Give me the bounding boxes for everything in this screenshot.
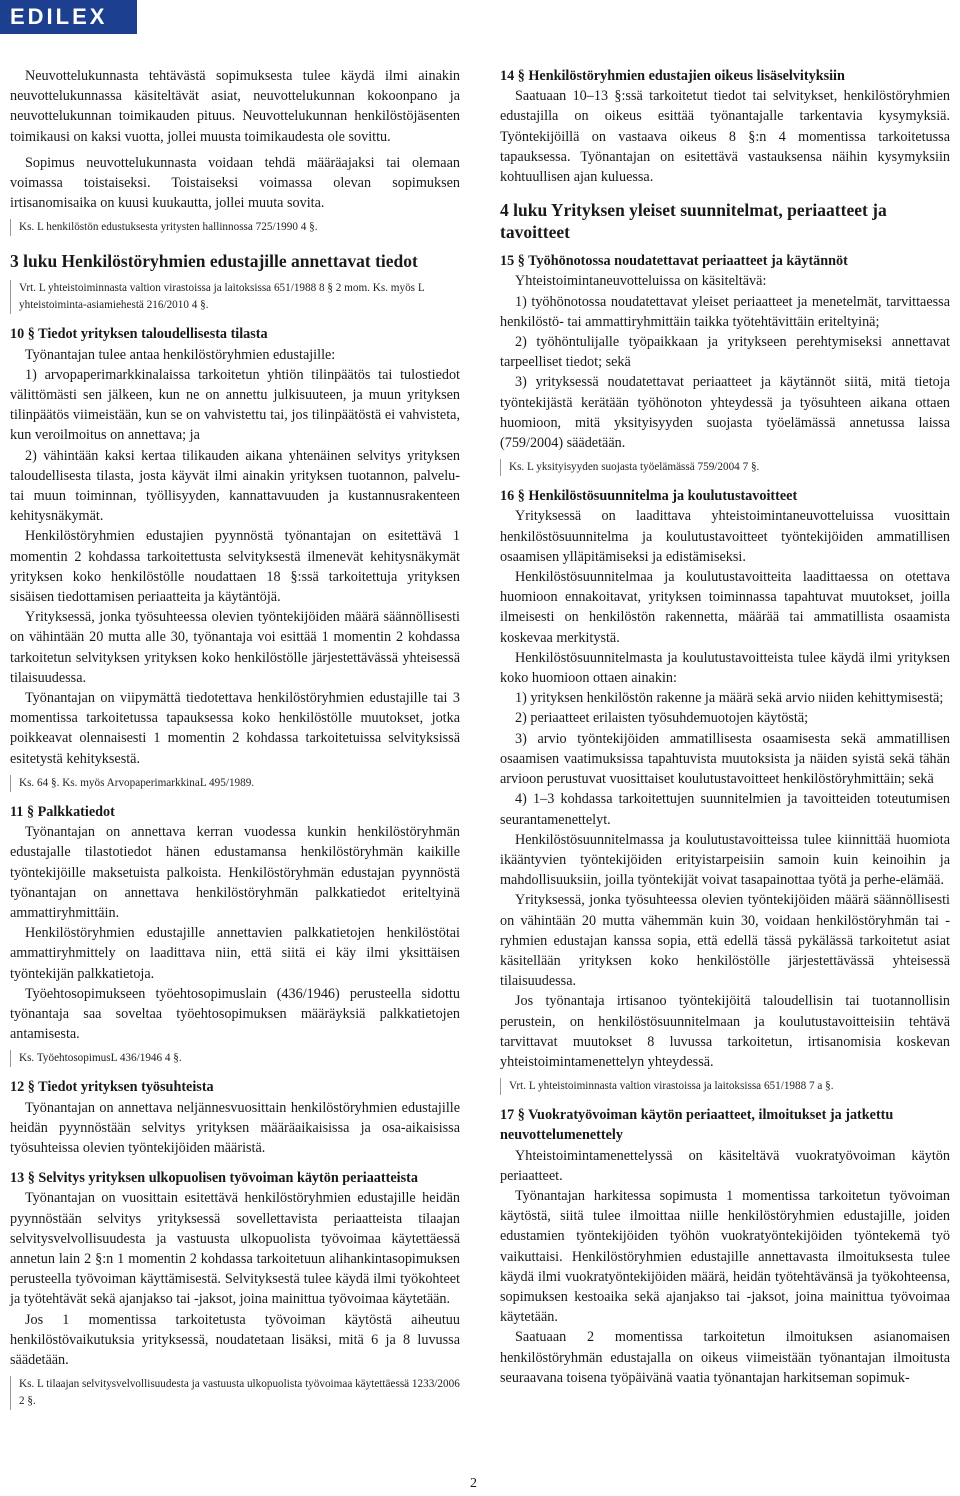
list-item: 2) vähintään kaksi kertaa tilikauden aikana yhtenäinen selvitys yrityksen taloudellisesta tilasta, josta käyvät ilmi ainakin yrityksen tuotannon, palvelu- tai muun toiminnan, työllisyyden, kannattavuuden ja kustannusrakenteen kehitysnäkymät.	[10, 447, 460, 525]
paragraph: Työnantajan on vuosittain esitettävä henkilöstöryhmien edustajille heidän pyynnöstään selvitys yrityksessä sovellettavista periaatteista tilaajan selvitysvelvollisuudesta ja vastuusta ulkopuolista työvoimaa käytettäessä annetun lain 2 §:n 1 momentin 2 kohdassa tarkoitetuun alihankintasopimuksen perusteella työvoiman käyttämisestä. Selvityksestä tulee käydä ilmi työkohteet ja työtehtävät sekä ajanjakso tai -jaksot, joina mainittua työvoimaa käytetään.	[10, 1190, 460, 1308]
chapter-heading: 3 luku Henkilöstöryhmien edustajille annettavat tiedot	[10, 251, 418, 272]
section-heading: 14 § Henkilöstöryhmien edustajien oikeus lisäselvityksiin	[500, 68, 845, 84]
right-column	[500, 66, 950, 1388]
section-heading: 12 § Tiedot yrityksen työsuhteista	[10, 1079, 214, 1096]
paragraph: Saatuaan 2 momentissa tarkoitetun ilmoituksen asianomaisen henkilöstöryhmän edustajalla on oikeus viimeistään työnantajan ilmoitusta seuraavana toisena työpäivänä vaatia työnantajan harkitseman sopimuk-	[500, 1329, 950, 1386]
list-item: 3) yrityksessä noudatettavat periaatteet ja käytännöt siitä, mitä tietoja työntekijästä kerätään työhönoton yhteydessä ja työsuhteen aikana ottaen huomioon, mitä yksityisyyden suojasta työelämässä annetussa laissa (759/2004) säädetään.	[500, 374, 950, 452]
section-heading: 15 § Työhönotossa noudatettavat periaatteet ja käytännöt	[500, 253, 848, 270]
list-item: 1) arvopaperimarkkinalaissa tarkoitetun yhtiön tilinpäätös tai tulostiedot välittömästi sen jälkeen, kun ne on annettu julkisuuteen, ja muun yrityksen tilinpäätös viimeistään, kun se on vahvistettu tai, jos tilinpäätöstä ei vahvisteta, kun veroilmoitus on annettava; ja	[10, 366, 460, 444]
paragraph: Yrityksessä on laadittava yhteistoimintaneuvotteluissa vuosittain henkilöstösuunnitelma ja koulutustavoitteet työntekijöiden ammatillisen osaamisen ylläpitämiseksi ja edistämiseksi.	[500, 508, 950, 565]
paragraph: Työnantajan on annettava kerran vuodessa kunkin henkilöstöryhmän edustajalle tilastotiedot hänen edustamansa henkilöstöryhmän kaikille työntekijöille maksetuista palkoista. Henkilöstöryhmän edustajan pyynnöstä työnantajan on annettava henkilöstöryhmän palkkatiedot eriteltyinä ammattiryhmittäin.	[10, 824, 460, 921]
reference-note: Vrt. L yhteistoiminnasta valtion virastoissa ja laitoksissa 651/1988 8 § 2 mom. Ks. myös L yhteistoiminta-asiamiehestä 216/2010 4 §.	[10, 280, 460, 314]
paragraph: Työehtosopimukseen työehtosopimuslain (436/1946) perusteella sidottu työnantaja saa soveltaa työehtosopimuksen määräyksiä palkkatietojen antamisesta.	[10, 985, 460, 1043]
reference-note: Ks. TyöehtosopimusL 436/1946 4 §.	[10, 1050, 460, 1067]
reference-note: Ks. L yksityisyyden suojasta työelämässä 759/2004 7 §.	[500, 459, 950, 476]
reference-note: Vrt. L yhteistoiminnasta valtion virastoissa ja laitoksissa 651/1988 7 a §.	[500, 1078, 950, 1095]
section-heading: 10 § Tiedot yrityksen taloudellisesta tilasta	[10, 326, 268, 343]
paragraph: Sopimus neuvottelukunnasta voidaan tehdä määräajaksi tai olemaan voimassa toistaiseksi. Toistaiseksi voimassa olevan sopimuksen irtisanomisaika on kuusi kuukautta, jollei muuta sovita.	[10, 154, 460, 212]
paragraph: Henkilöstösuunnitelmasta ja koulutustavoitteista tulee käydä ilmi yrityksen koko huomioon ottaen ainakin:	[500, 649, 950, 687]
paragraph: Henkilöstöryhmien edustajille annettavien palkkatietojen henkilöstötai ammattiryhmittely on laadittava niin, että siitä ei käy ilmi yksittäisen työntekijän palkkatietoja.	[10, 925, 460, 982]
paragraph: Saatuaan 10–13 §:ssä tarkoitetut tiedot tai selvitykset, henkilöstöryhmien edustajilla on oikeus esittää työnantajalle tarkentavia kysymyksiä. Työntekijöillä on vastaava oikeus 8 §:n 4 momentissa tarkoitetussa tapauksessa. Työnantajan on esitettävä vastauksensa näihin kysymyksiin kohtuullisen ajan kuluessa.	[500, 88, 950, 186]
chapter-heading: 4 luku Yrityksen yleiset suunnitelmat, periaatteet ja tavoitteet	[500, 200, 887, 243]
list-item: 3) arvio työntekijöiden ammatillisesta osaamisesta sekä ammatillisen osaamisen vaatimuksissa tapahtuvista muutoksista ja näiden syistä sekä tähän arvioon perustuvat vuosittaiset koulutustavoitteet henkilöstöryhmittäin; sekä	[500, 730, 950, 788]
list-item: 2) työhöntulijalle työpaikkaan ja yritykseen perehtymiseksi annettavat tarpeelliset tiedot; sekä	[500, 334, 950, 371]
reference-note: Ks. L henkilöstön edustuksesta yritysten hallinnossa 725/1990 4 §.	[10, 219, 460, 236]
section-heading: 13 § Selvitys yrityksen ulkopuolisen työvoiman käytön periaatteista	[10, 1170, 418, 1187]
left-column	[10, 66, 460, 1416]
paragraph: Työnantajan harkitessa sopimusta 1 momentissa tarkoitetun työvoiman käytöstä, siitä tulee ilmoittaa niille henkilöstöryhmien edustajille, joiden edustamien työntekijöiden työhön vuokratyöntekijöiden työntekemä työ vaikuttaisi. Henkilöstöryhmien edustajille annettavasta ilmoituksesta tulee käydä ilmi vuokratyöntekijöiden määrä, heidän työtehtävänsä ja työkohteensa, sopimuksen kestoaika sekä ajanjakso tai -jaksot, joina mainittua työvoimaa käytetään.	[500, 1187, 950, 1326]
page-number: 2	[470, 1476, 477, 1491]
paragraph: Henkilöstösuunnitelmaa ja koulutustavoitteita laadittaessa on otettava huomioon ennakoitavat, yrityksen toiminnassa tapahtuvat muutokset, joilla ilmeisesti on henkilöstön rakennetta, määrää tai ammatillista osaamista koskevaa merkitystä.	[500, 569, 950, 646]
paragraph: Henkilöstöryhmien edustajien pyynnöstä työnantajan on esitettävä 1 momentin 2 kohdassa tarkoitettusta selvityksestä ilmenevät kehitysnäkymät yrityksen koko henkilöstölle noudattaen 18 §:ssä tarkoitettuja yrityksen sisäisen tiedottamisen periaatteita ja käytäntöjä.	[10, 528, 460, 606]
list-item: 4) 1–3 kohdassa tarkoitettujen suunnitelmien ja tavoitteiden toteutumisen seurantamenettelyt.	[500, 791, 950, 828]
list-item: 2) periaatteet erilaisten työsuhdemuotojen käytöstä;	[515, 710, 809, 727]
paragraph: Jos 1 momentissa tarkoitetusta työvoiman käytöstä aiheutuu henkilöstövaikutuksia yrityksessä, noudatetaan lisäksi, mitä 6 ja 8 luvussa säädetään.	[10, 1311, 460, 1368]
paragraph: Työnantajan on annettava neljännesvuosittain henkilöstöryhmien edustajille heidän pyynnöstään selvitys yrityksen määräaikaisissa ja osa-aikaisissa työsuhteissa olevien työntekijöiden määristä.	[10, 1099, 460, 1156]
section-heading: 17 § Vuokratyövoiman käytön periaatteet, ilmoitukset ja jatkettu neuvottelumenettely	[500, 1107, 894, 1144]
section-heading: 16 § Henkilöstösuunnitelma ja koulutustavoitteet	[500, 488, 798, 505]
paragraph: Yhteistoimintamenettelyssä on käsiteltävä vuokratyövoiman käytön periaatteet.	[500, 1147, 950, 1184]
list-item: 1) työhönotossa noudatettavat yleiset periaatteet ja menetelmät, tarvittaessa henkilöstö- tai ammattiryhmittäin taikka työtehtävittäin eriteltyinä;	[500, 293, 950, 330]
paragraph: Yhteistoimintaneuvotteluissa on käsiteltävä:	[515, 273, 767, 290]
section-heading: 11 § Palkkatiedot	[10, 803, 115, 820]
paragraph: Neuvottelukunnasta tehtävästä sopimuksesta tulee käydä ilmi ainakin neuvottelukunnassa käsiteltävät asiat, neuvottelukunnan kokoonpano ja neuvottelukunnan toimikauden pituus. Neuvottelukunnan henkilöstöjäsenten toimikausi on kaksi vuotta, jollei muusta toimikaudesta ole sovittu.	[10, 68, 460, 145]
edilex-logo: EDILEX	[0, 0, 137, 34]
paragraph: Yrityksessä, jonka työsuhteessa olevien työntekijöiden määrä säännöllisesti on vähintään 20 mutta alle 30, työnantaja voi esittää 1 momentin 2 kohdassa tarkoitetun selvityksen yrityksen koko henkilöstölle järjestettävässä yhteisessä tilaisuudessa.	[10, 609, 460, 686]
paragraph: Henkilöstösuunnitelmassa ja koulutustavoitteissa tulee kiinnittää huomiota ikääntyvien työntekijöiden erityistarpeisiin samoin kuin keinoihin ja mahdollisuuksiin, joilla työntekijät voivat tasapainottaa työtä ja perhe-elämää.	[500, 831, 950, 889]
list-item: 1) yrityksen henkilöstön rakenne ja määrä sekä arvio niiden kehittymisestä;	[515, 690, 944, 707]
paragraph: Työnantajan tulee antaa henkilöstöryhmien edustajille:	[25, 346, 336, 363]
paragraph: Työnantajan on viipymättä tiedotettava henkilöstöryhmien edustajille tai 3 momentissa tarkoitetussa tapauksessa koko henkilöstölle muutokset, jotka poikkeavat olennaisesti 1 momentin 2 kohdassa tarkoitetuissa selvityksissä esitetystä kehityksestä.	[10, 690, 460, 767]
paragraph: Yrityksessä, jonka työsuhteessa olevien työntekijöiden määrä säännöllisesti on vähintään 20 mutta vähemmän kuin 30, voidaan henkilöstöryhmän tai -ryhmien edustajan kanssa sopia, että edellä tässä pykälässä tarkoitetut asiat käsitellään yrityksen koko henkilöstölle järjestettävässä yhteisessä tilaisuudessa.	[500, 892, 950, 990]
reference-note: Ks. L tilaajan selvitysvelvollisuudesta ja vastuusta ulkopuolista työvoimaa käytettäessä 1233/2006 2 §.	[10, 1376, 460, 1410]
reference-note: Ks. 64 §. Ks. myös ArvopaperimarkkinaL 495/1989.	[10, 775, 460, 792]
paragraph: Jos työnantaja irtisanoo työntekijöitä taloudellisin tai tuotannollisin perustein, on henkilöstösuunnitelmaan ja koulutustavoitteisiin tehtävä tarvittavat muutokset 8 luvussa tarkoitetun, irtisanomisia koskevan yhteistoimintamenettelyn yhteydessä.	[500, 993, 950, 1070]
